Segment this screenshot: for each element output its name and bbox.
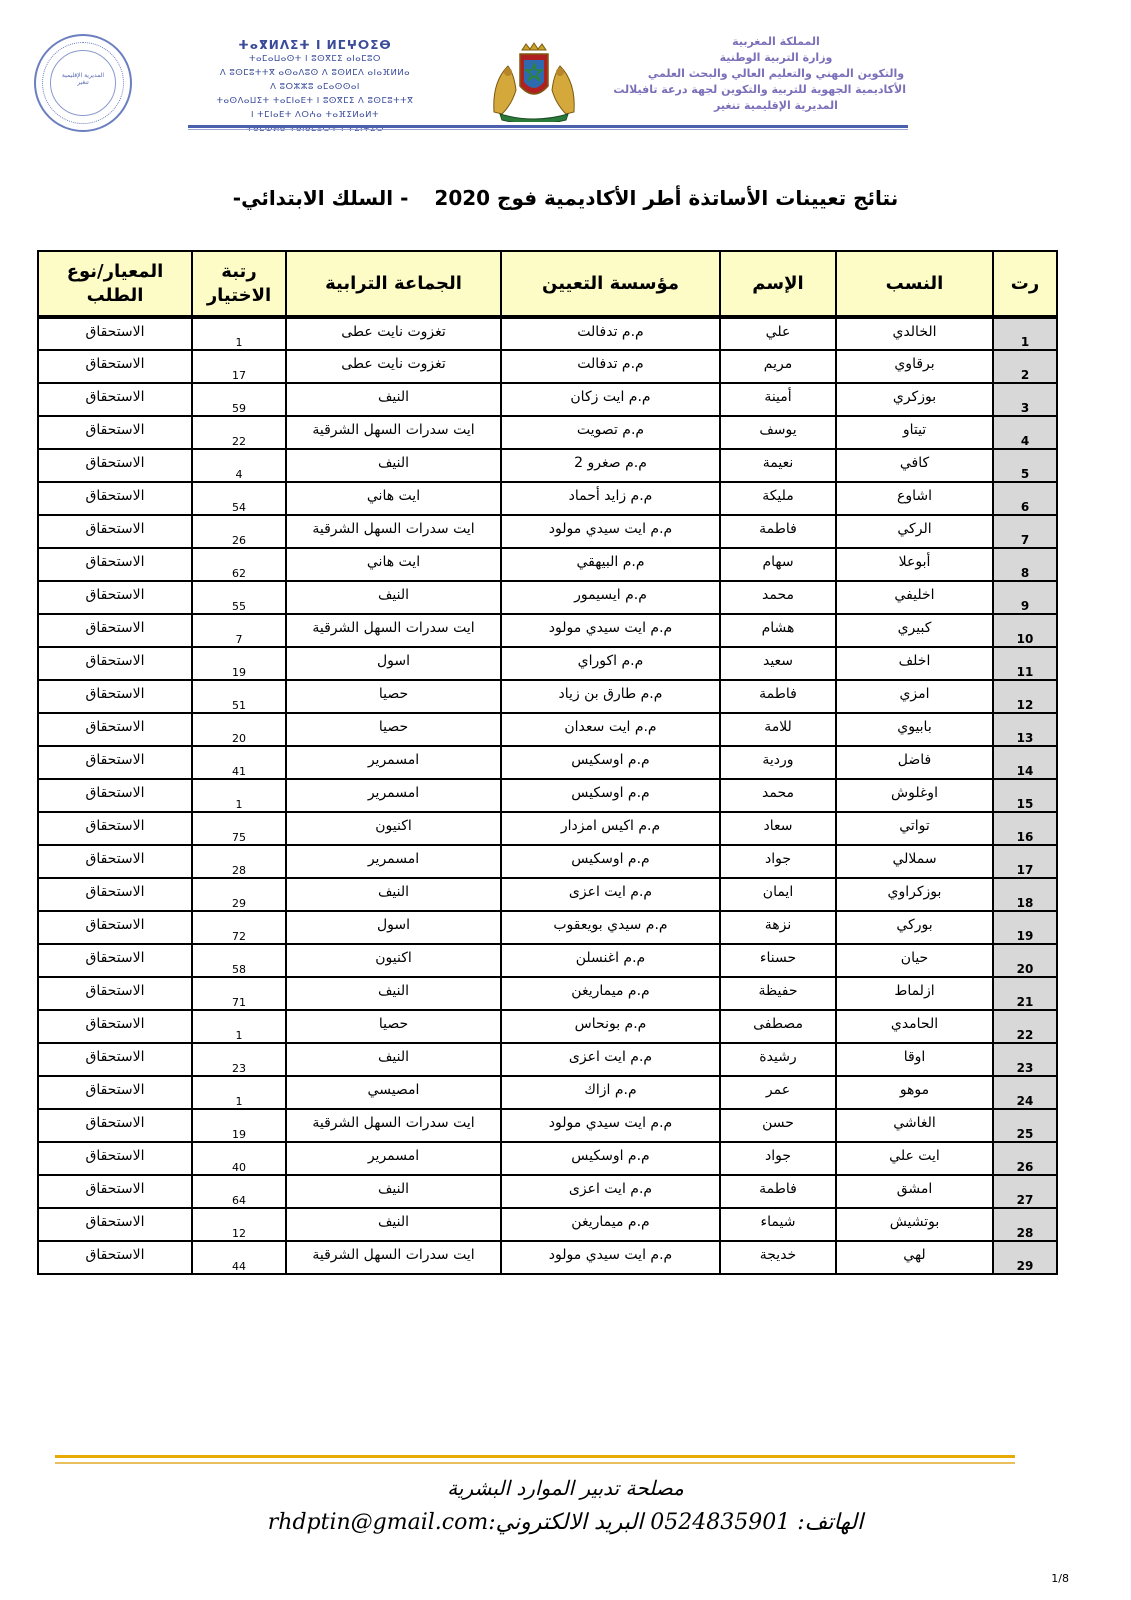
table-row: [38, 878, 1057, 911]
arabic-header-line-3: والتكوين المهني والتعليم العالي والبحث العلمي: [647, 67, 905, 80]
row-school: م.م ايسيمور: [501, 581, 720, 614]
row-rank: 64: [192, 1175, 286, 1208]
row-criterion: الاستحقاق: [38, 911, 192, 944]
row-number: 2: [993, 350, 1057, 383]
row-lastname: بوتشيش: [836, 1208, 993, 1241]
header-lastname: النسب: [836, 251, 993, 317]
row-firstname: هشام: [720, 614, 836, 647]
row-rank: 41: [192, 746, 286, 779]
table-row: [38, 713, 1057, 746]
row-lastname: الحامدي: [836, 1010, 993, 1043]
row-school: م.م ايت سيدي مولود: [501, 614, 720, 647]
row-number: 19: [993, 911, 1057, 944]
row-number: 3: [993, 383, 1057, 416]
row-lastname: حيان: [836, 944, 993, 977]
row-number: 9: [993, 581, 1057, 614]
row-firstname: فاطمة: [720, 680, 836, 713]
row-criterion: الاستحقاق: [38, 812, 192, 845]
row-lastname: لهي: [836, 1241, 993, 1274]
row-number: 22: [993, 1010, 1057, 1043]
row-school: م.م اوسكيس: [501, 1142, 720, 1175]
row-school: م.م صغرو 2: [501, 449, 720, 482]
row-lastname: امشق: [836, 1175, 993, 1208]
row-lastname: ازلماط: [836, 977, 993, 1010]
row-commune: اسول: [286, 911, 501, 944]
row-firstname: فاطمة: [720, 515, 836, 548]
row-lastname: بوزكري: [836, 383, 993, 416]
row-number: 27: [993, 1175, 1057, 1208]
row-firstname: مريم: [720, 350, 836, 383]
row-commune: النيف: [286, 1208, 501, 1241]
row-number: 11: [993, 647, 1057, 680]
tifinagh-line-2: ⵜⴰⵎⴰⵡⴰⵙⵜ ⵏ ⵓⵙⴳⵎⵉ ⴰⵏⴰⵎⵓⵔ: [249, 54, 381, 64]
row-criterion: الاستحقاق: [38, 350, 192, 383]
header-school: مؤسسة التعيين: [501, 251, 720, 317]
row-lastname: أبوعلا: [836, 548, 993, 581]
row-school: م.م اغنسلن: [501, 944, 720, 977]
row-commune: ايت سدرات السهل الشرقية: [286, 1241, 501, 1274]
page-number: 1/8: [1051, 1572, 1069, 1585]
table-row: [38, 977, 1057, 1010]
row-commune: ايت سدرات السهل الشرقية: [286, 515, 501, 548]
title-main: نتائج تعيينات الأساتذة أطر الأكاديمية فوج 2020: [434, 186, 899, 210]
row-lastname: اخلف: [836, 647, 993, 680]
row-school: م.م ازاك: [501, 1076, 720, 1109]
arabic-header-line-1: المملكة المغربية: [732, 35, 820, 48]
row-lastname: اوقا: [836, 1043, 993, 1076]
row-school: م.م طارق بن زياد: [501, 680, 720, 713]
row-school: م.م زايد أحماد: [501, 482, 720, 515]
academy-stamp: [34, 34, 132, 132]
row-number: 7: [993, 515, 1057, 548]
tifinagh-line-5: ⵜⴰⵙⴷⴰⵡⵉⵜ ⵜⴰⵎⵏⴰⴹⵜ ⵏ ⵓⵙⴳⵎⵉ ⴷ ⵓⵙⵎⵓⵜⵜⴳ: [216, 96, 414, 106]
row-criterion: الاستحقاق: [38, 746, 192, 779]
table-row: [38, 581, 1057, 614]
table-row: [38, 614, 1057, 647]
tifinagh-header: [190, 38, 440, 136]
row-firstname: حسن: [720, 1109, 836, 1142]
header-num: رت: [993, 251, 1057, 317]
row-commune: النيف: [286, 581, 501, 614]
row-number: 28: [993, 1208, 1057, 1241]
row-number: 21: [993, 977, 1057, 1010]
row-commune: تغزوت نايت عطى: [286, 317, 501, 350]
row-rank: 1: [192, 317, 286, 350]
row-rank: 62: [192, 548, 286, 581]
row-commune: النيف: [286, 1175, 501, 1208]
row-firstname: مصطفى: [720, 1010, 836, 1043]
row-school: م.م اكيس امزدار: [501, 812, 720, 845]
row-rank: 1: [192, 779, 286, 812]
table-row: [38, 515, 1057, 548]
row-criterion: الاستحقاق: [38, 1010, 192, 1043]
row-school: م.م تدفالت: [501, 350, 720, 383]
row-criterion: الاستحقاق: [38, 647, 192, 680]
row-criterion: الاستحقاق: [38, 878, 192, 911]
header-rank-line-2: الاختيار: [206, 284, 272, 306]
table-row: [38, 812, 1057, 845]
row-firstname: علي: [720, 317, 836, 350]
footer-rule-thin: [55, 1462, 1015, 1464]
row-school: م.م بونحاس: [501, 1010, 720, 1043]
row-firstname: وردية: [720, 746, 836, 779]
row-number: 14: [993, 746, 1057, 779]
row-lastname: تواتي: [836, 812, 993, 845]
coat-of-arms-icon: [486, 42, 582, 122]
row-rank: 58: [192, 944, 286, 977]
header-rank-line-1: رتبة: [221, 260, 257, 282]
row-firstname: نعيمة: [720, 449, 836, 482]
tifinagh-line-4: ⴷ ⵓⵔⵣⵣⵓ ⴰⵎⴰⵙⵙⴰⵏ: [270, 82, 360, 92]
row-number: 1: [993, 317, 1057, 350]
row-school: م.م ايت اعزى: [501, 1043, 720, 1076]
row-firstname: شيماء: [720, 1208, 836, 1241]
row-number: 23: [993, 1043, 1057, 1076]
row-number: 26: [993, 1142, 1057, 1175]
row-commune: النيف: [286, 977, 501, 1010]
row-rank: 59: [192, 383, 286, 416]
row-lastname: كبيري: [836, 614, 993, 647]
document-title: [0, 186, 1131, 210]
arabic-header-line-4: الأكاديمية الجهوية للتربية والتكوين لجهة درعة تافيلالت: [613, 83, 906, 96]
row-firstname: سعاد: [720, 812, 836, 845]
row-rank: 4: [192, 449, 286, 482]
row-commune: النيف: [286, 383, 501, 416]
row-criterion: الاستحقاق: [38, 482, 192, 515]
row-criterion: الاستحقاق: [38, 779, 192, 812]
row-school: م.م اوسكيس: [501, 746, 720, 779]
table-body: [38, 317, 1057, 1274]
row-school: م.م ايت سيدي مولود: [501, 1109, 720, 1142]
table-header-row: [38, 251, 1057, 317]
row-commune: تغزوت نايت عطى: [286, 350, 501, 383]
row-firstname: يوسف: [720, 416, 836, 449]
row-number: 18: [993, 878, 1057, 911]
row-lastname: فاضل: [836, 746, 993, 779]
row-rank: 12: [192, 1208, 286, 1241]
row-school: م.م ميماريغن: [501, 977, 720, 1010]
letterhead: [0, 0, 1131, 140]
table-row: [38, 845, 1057, 878]
header-firstname: الإسم: [720, 251, 836, 317]
row-criterion: الاستحقاق: [38, 1175, 192, 1208]
row-firstname: رشيدة: [720, 1043, 836, 1076]
table-row: [38, 779, 1057, 812]
table-row: [38, 482, 1057, 515]
arabic-header-line-5: المديرية الإقليمية تنغير: [714, 99, 838, 112]
arabic-header-line-2: وزارة التربية الوطنية: [719, 51, 833, 64]
row-commune: النيف: [286, 1043, 501, 1076]
row-number: 20: [993, 944, 1057, 977]
row-rank: 75: [192, 812, 286, 845]
row-criterion: الاستحقاق: [38, 317, 192, 350]
row-number: 25: [993, 1109, 1057, 1142]
row-criterion: الاستحقاق: [38, 515, 192, 548]
footer-contact: الهاتف: 0524835901 البريد الالكتروني:rhdptin@gmail.com: [267, 1510, 864, 1535]
arabic-header: [613, 34, 906, 114]
row-criterion: الاستحقاق: [38, 845, 192, 878]
header-criterion-line-1: المعيار/نوع: [66, 260, 164, 282]
row-lastname: بوركي: [836, 911, 993, 944]
row-lastname: اخليفي: [836, 581, 993, 614]
header-commune: الجماعة الترابية: [286, 251, 501, 317]
header-rule-thin: [188, 129, 908, 130]
row-school: م.م سيدي بويعقوب: [501, 911, 720, 944]
row-number: 24: [993, 1076, 1057, 1109]
row-lastname: كافي: [836, 449, 993, 482]
row-criterion: الاستحقاق: [38, 977, 192, 1010]
tifinagh-line-3: ⴷ ⵓⵙⵎⵓⵜⵜⴳ ⴰⵙⴰⴷⵓⵙ ⴷ ⵓⵙⵍⵎⴷ ⴰⵏⴰⴼⵍⵍⴰ: [219, 68, 411, 78]
row-rank: 55: [192, 581, 286, 614]
table-row: [38, 383, 1057, 416]
row-school: م.م اكوراي: [501, 647, 720, 680]
footer-rule: [55, 1455, 1015, 1458]
row-number: 29: [993, 1241, 1057, 1274]
row-rank: 26: [192, 515, 286, 548]
table-row: [38, 317, 1057, 350]
row-lastname: تيتاو: [836, 416, 993, 449]
row-criterion: الاستحقاق: [38, 1109, 192, 1142]
row-number: 6: [993, 482, 1057, 515]
row-rank: 44: [192, 1241, 286, 1274]
row-firstname: محمد: [720, 779, 836, 812]
row-rank: 71: [192, 977, 286, 1010]
row-rank: 72: [192, 911, 286, 944]
row-school: م.م ايت زكان: [501, 383, 720, 416]
row-commune: حصيا: [286, 1010, 501, 1043]
table-row: [38, 350, 1057, 383]
title-dash: -: [400, 186, 409, 210]
row-lastname: بابيوي: [836, 713, 993, 746]
header-rank: [192, 251, 286, 317]
row-rank: 22: [192, 416, 286, 449]
row-rank: 54: [192, 482, 286, 515]
table-row: [38, 1142, 1057, 1175]
row-commune: ايت سدرات السهل الشرقية: [286, 614, 501, 647]
row-lastname: الركي: [836, 515, 993, 548]
row-criterion: الاستحقاق: [38, 581, 192, 614]
row-lastname: امزي: [836, 680, 993, 713]
title-sub: السلك الابتدائي-: [232, 186, 394, 210]
table-row: [38, 548, 1057, 581]
row-school: م.م اوسكيس: [501, 779, 720, 812]
row-school: م.م ايت سيدي مولود: [501, 1241, 720, 1274]
row-criterion: الاستحقاق: [38, 1043, 192, 1076]
table-row: [38, 449, 1057, 482]
row-firstname: خديجة: [720, 1241, 836, 1274]
table-row: [38, 1010, 1057, 1043]
row-criterion: الاستحقاق: [38, 680, 192, 713]
table-row: [38, 1043, 1057, 1076]
row-firstname: مليكة: [720, 482, 836, 515]
row-school: م.م تصويت: [501, 416, 720, 449]
row-commune: اسول: [286, 647, 501, 680]
row-firstname: سعيد: [720, 647, 836, 680]
row-commune: النيف: [286, 878, 501, 911]
row-school: م.م اوسكيس: [501, 845, 720, 878]
row-commune: حصيا: [286, 713, 501, 746]
table-row: [38, 416, 1057, 449]
table-row: [38, 1076, 1057, 1109]
row-firstname: ايمان: [720, 878, 836, 911]
row-school: م.م ايت اعزى: [501, 1175, 720, 1208]
row-commune: اكنيون: [286, 944, 501, 977]
table-row: [38, 1208, 1057, 1241]
row-rank: 1: [192, 1076, 286, 1109]
table-row: [38, 944, 1057, 977]
row-commune: اكنيون: [286, 812, 501, 845]
assignments-table: [37, 250, 1058, 1275]
row-rank: 19: [192, 647, 286, 680]
row-school: م.م ايت اعزى: [501, 878, 720, 911]
row-firstname: فاطمة: [720, 1175, 836, 1208]
row-firstname: جواد: [720, 845, 836, 878]
row-firstname: محمد: [720, 581, 836, 614]
row-commune: امسمرير: [286, 779, 501, 812]
row-school: م.م ايت سيدي مولود: [501, 515, 720, 548]
table-row: [38, 1241, 1057, 1274]
row-criterion: الاستحقاق: [38, 1208, 192, 1241]
row-lastname: اشاوع: [836, 482, 993, 515]
table-row: [38, 680, 1057, 713]
row-rank: 23: [192, 1043, 286, 1076]
row-criterion: الاستحقاق: [38, 713, 192, 746]
row-rank: 1: [192, 1010, 286, 1043]
row-firstname: حسناء: [720, 944, 836, 977]
row-criterion: الاستحقاق: [38, 944, 192, 977]
row-firstname: سهام: [720, 548, 836, 581]
row-criterion: الاستحقاق: [38, 614, 192, 647]
row-rank: 40: [192, 1142, 286, 1175]
row-commune: امسمرير: [286, 1142, 501, 1175]
tifinagh-line-1: ⵜⴰⴳⵍⴷⵉⵜ ⵏ ⵍⵎⵖⵔⵉⴱ: [238, 38, 392, 52]
row-lastname: ايت علي: [836, 1142, 993, 1175]
table-row: [38, 746, 1057, 779]
row-firstname: جواد: [720, 1142, 836, 1175]
row-commune: ايت هاني: [286, 548, 501, 581]
row-number: 15: [993, 779, 1057, 812]
row-number: 10: [993, 614, 1057, 647]
row-firstname: للامة: [720, 713, 836, 746]
row-lastname: الخالدي: [836, 317, 993, 350]
row-number: 17: [993, 845, 1057, 878]
footer-department: مصلحة تدبير الموارد البشرية: [447, 1476, 684, 1500]
row-criterion: الاستحقاق: [38, 548, 192, 581]
row-commune: امصيسي: [286, 1076, 501, 1109]
row-commune: ايت سدرات السهل الشرقية: [286, 416, 501, 449]
row-lastname: بوزكراوي: [836, 878, 993, 911]
row-criterion: الاستحقاق: [38, 1142, 192, 1175]
row-lastname: اوغلوش: [836, 779, 993, 812]
row-rank: 28: [192, 845, 286, 878]
row-rank: 19: [192, 1109, 286, 1142]
table-row: [38, 1175, 1057, 1208]
row-firstname: عمر: [720, 1076, 836, 1109]
table-row: [38, 1109, 1057, 1142]
row-lastname: الغاشي: [836, 1109, 993, 1142]
row-commune: حصيا: [286, 680, 501, 713]
header-criterion: [38, 251, 192, 317]
row-criterion: الاستحقاق: [38, 1076, 192, 1109]
row-number: 8: [993, 548, 1057, 581]
row-rank: 7: [192, 614, 286, 647]
row-firstname: حفيظة: [720, 977, 836, 1010]
row-school: م.م ايت سعدان: [501, 713, 720, 746]
row-firstname: أمينة: [720, 383, 836, 416]
row-number: 5: [993, 449, 1057, 482]
row-school: م.م البيهقي: [501, 548, 720, 581]
row-school: م.م تدفالت: [501, 317, 720, 350]
row-criterion: الاستحقاق: [38, 416, 192, 449]
row-criterion: الاستحقاق: [38, 383, 192, 416]
row-commune: امسمرير: [286, 845, 501, 878]
row-lastname: سملالي: [836, 845, 993, 878]
row-firstname: نزهة: [720, 911, 836, 944]
row-commune: ايت سدرات السهل الشرقية: [286, 1109, 501, 1142]
row-number: 12: [993, 680, 1057, 713]
row-rank: 29: [192, 878, 286, 911]
row-rank: 17: [192, 350, 286, 383]
header-criterion-line-2: الطلب: [86, 284, 144, 306]
row-criterion: الاستحقاق: [38, 1241, 192, 1274]
row-criterion: الاستحقاق: [38, 449, 192, 482]
row-commune: النيف: [286, 449, 501, 482]
row-number: 13: [993, 713, 1057, 746]
header-rule: [188, 125, 908, 128]
row-school: م.م ميماريغن: [501, 1208, 720, 1241]
row-commune: ايت هاني: [286, 482, 501, 515]
row-rank: 20: [192, 713, 286, 746]
table-row: [38, 647, 1057, 680]
row-rank: 51: [192, 680, 286, 713]
row-number: 4: [993, 416, 1057, 449]
row-commune: امسمرير: [286, 746, 501, 779]
table-row: [38, 911, 1057, 944]
row-lastname: برقاوي: [836, 350, 993, 383]
row-lastname: موهو: [836, 1076, 993, 1109]
row-number: 16: [993, 812, 1057, 845]
tifinagh-line-6: ⵏ ⵜⵎⵏⴰⴹⵜ ⴷⵔⵄⴰ ⵜⴰⴼⵉⵍⴰⵍⵜ: [250, 110, 380, 120]
stamp-text: المديرية الإقليمية تنغير: [61, 72, 105, 86]
